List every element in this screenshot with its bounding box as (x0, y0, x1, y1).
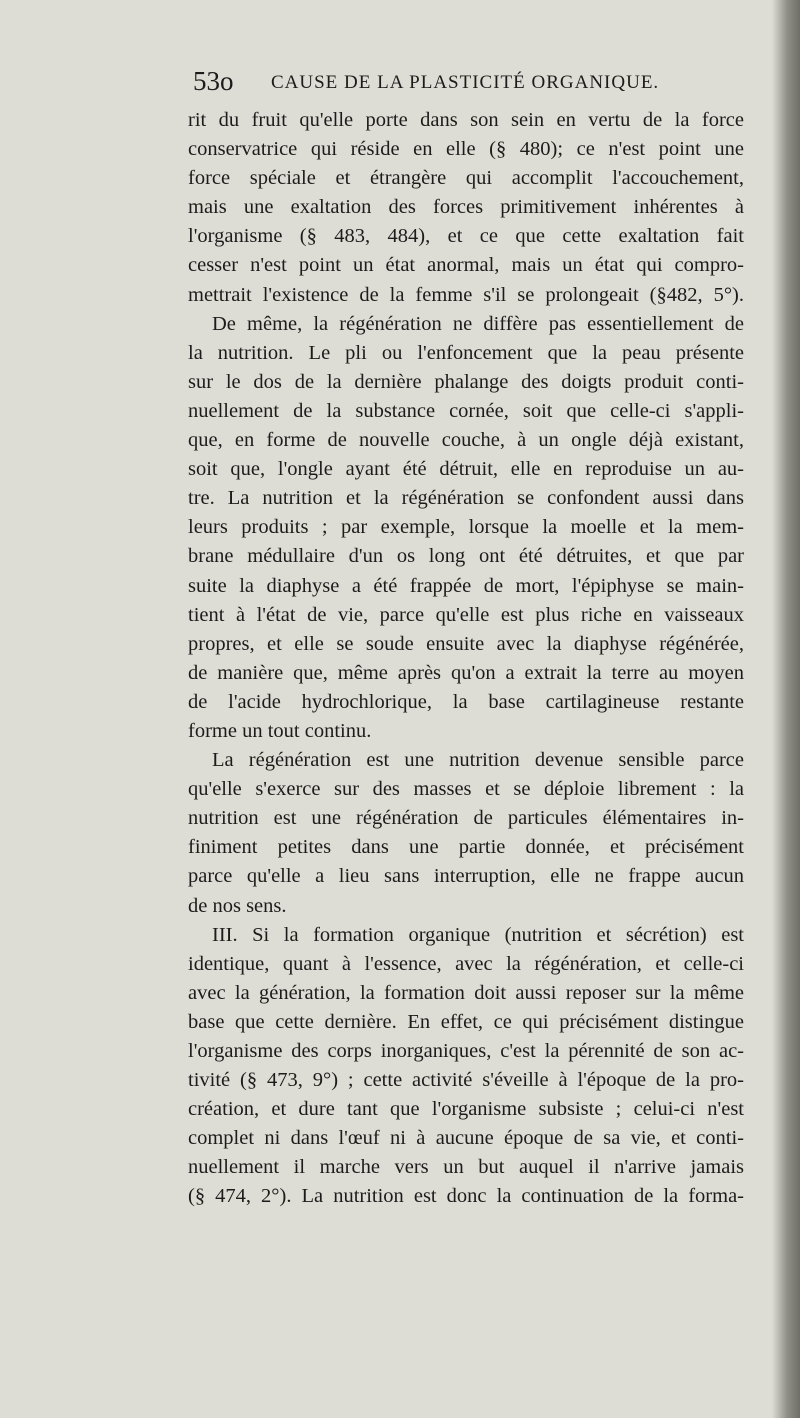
text-line: parce qu'elle a lieu sans interruption, elle ne frappe aucun (188, 865, 744, 888)
text-line: De même, la régénération ne diffère pas essentiellement de (212, 312, 744, 335)
text-line: rit du fruit qu'elle porte dans son sein en vertu de la force (188, 109, 744, 131)
text-line: soit que, l'ongle ayant été détruit, elle en reproduise un au- (188, 458, 744, 481)
text-line: III. Si la formation organique (nutrition et sécrétion) est (212, 923, 744, 946)
page-header (193, 63, 753, 99)
running-head: CAUSE DE LA PLASTICITÉ ORGANIQUE. (271, 72, 660, 93)
text-line: cesser n'est point un état anormal, mais un état qui compro- (188, 254, 744, 277)
text-line: de nos sens. (188, 894, 287, 917)
text-line: mettrait l'existence de la femme s'il se prolongeait (§482, 5°). (188, 283, 744, 306)
text-line: l'organisme (§ 483, 484), et ce que cette exaltation fait (188, 225, 744, 248)
text-line: sur le dos de la dernière phalange des doigts produit conti- (188, 370, 744, 393)
page-edge-shadow (772, 0, 800, 1418)
text-line: complet ni dans l'œuf ni à aucune époque de sa vie, et conti- (188, 1127, 744, 1150)
text-line: identique, quant à l'essence, avec la régénération, et celle-ci (188, 952, 744, 975)
text-line: tient à l'état de vie, parce qu'elle est plus riche en vaisseaux (188, 603, 744, 626)
text-line: tre. La nutrition et la régénération se confondent aussi dans (188, 487, 744, 510)
text-line: mais une exaltation des forces primitivement inhérentes à (188, 196, 744, 219)
text-line: nuellement de la substance cornée, soit que celle-ci s'appli- (188, 399, 744, 422)
text-line: de l'acide hydrochlorique, la base cartilagineuse restante (188, 690, 744, 713)
body-text (188, 106, 744, 1212)
text-line: la nutrition. Le pli ou l'enfoncement que la peau présente (188, 341, 744, 364)
text-line: finiment petites dans une partie donnée, et précisément (188, 836, 744, 859)
text-line: suite la diaphyse a été frappée de mort, l'épiphyse se main- (188, 574, 744, 597)
text-line: qu'elle s'exerce sur des masses et se déploie librement : la (188, 778, 744, 801)
page-number: 53o (193, 66, 234, 96)
text-line: tivité (§ 473, 9°) ; cette activité s'éveille à l'époque de la pro- (188, 1069, 744, 1092)
text-line: de manière que, même après qu'on a extrait la terre au moyen (188, 661, 744, 684)
text-line: création, et dure tant que l'organisme subsiste ; celui-ci n'est (188, 1098, 744, 1121)
text-line: base que cette dernière. En effet, ce qui précisément distingue (188, 1010, 744, 1033)
text-line: brane médullaire d'un os long ont été détruites, et que par (188, 545, 744, 568)
text-line: nutrition est une régénération de particules élémentaires in- (188, 807, 744, 830)
text-line: leurs produits ; par exemple, lorsque la moelle et la mem- (188, 516, 744, 539)
text-line: avec la génération, la formation doit aussi reposer sur la même (188, 981, 744, 1004)
text-line: nuellement il marche vers un but auquel il n'arrive jamais (188, 1156, 744, 1179)
text-line: que, en forme de nouvelle couche, à un ongle déjà existant, (188, 429, 744, 452)
text-line: forme un tout continu. (188, 719, 372, 742)
text-line: conservatrice qui réside en elle (§ 480); ce n'est point une (188, 138, 744, 161)
text-line: l'organisme des corps inorganiques, c'est la pérennité de son ac- (188, 1040, 744, 1062)
text-line: La régénération est une nutrition devenue sensible parce (212, 749, 744, 772)
text-line: propres, et elle se soude ensuite avec la diaphyse régénérée, (188, 632, 744, 655)
text-line: force spéciale et étrangère qui accomplit l'accouchement, (188, 167, 744, 190)
text-line: (§ 474, 2°). La nutrition est donc la continuation de la forma- (188, 1185, 744, 1208)
